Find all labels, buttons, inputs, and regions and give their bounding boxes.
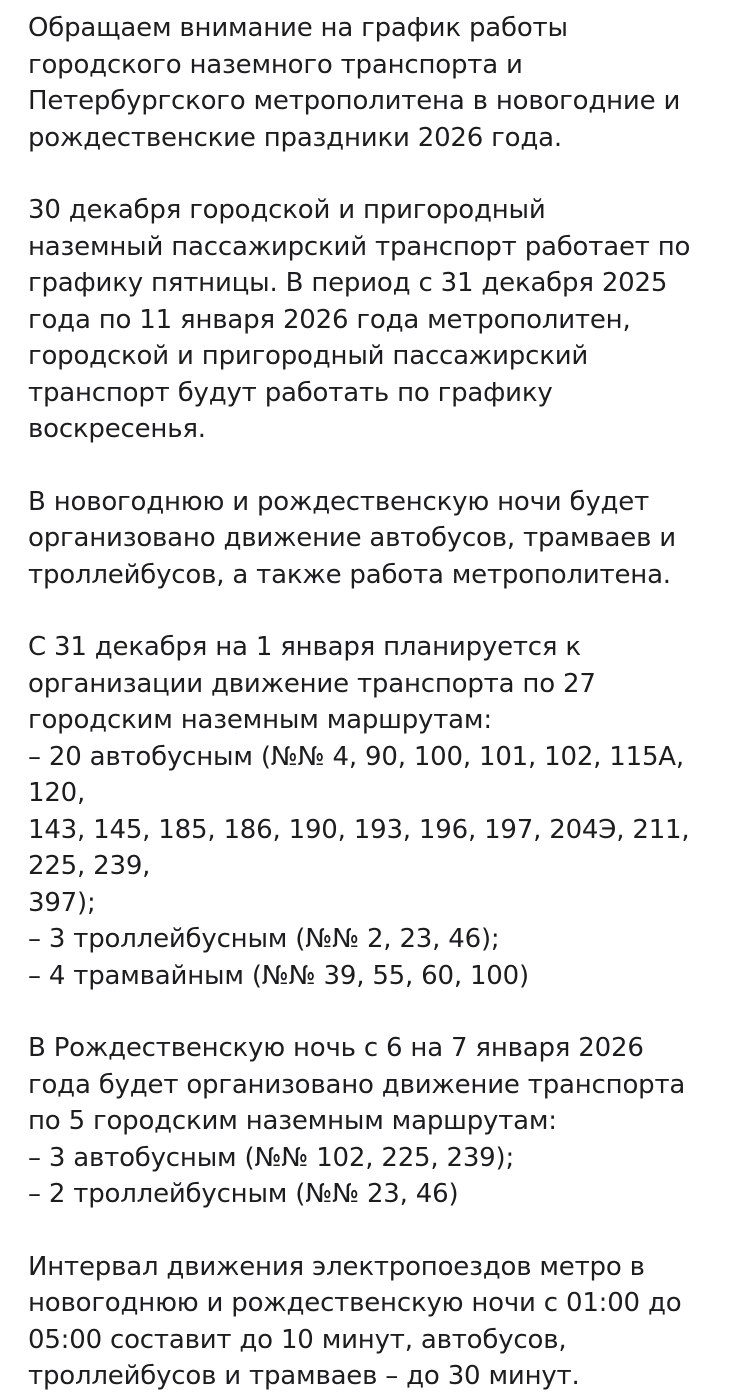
paragraph-intro: Обращаем внимание на график работы городского наземного транспорта и Петербургского метрополитена в новогодние и рождественские праздники 2026 года.	[28, 13, 681, 153]
paragraph-intervals: Интервал движения электропоездов метро в новогоднюю и рождественскую ночи с 01:00 до 05:00 составит до 10 минут, автобусов, троллейбусов и трамваев – до 30 минут.	[28, 1251, 682, 1391]
paragraph-schedule: 30 декабря городской и пригородный наземный пассажирский транспорт работает по графику пятницы. В период с 31 декабря 2025 года по 11 января 2026 года метрополитен, городской и пригородный пассажирский транспорт будут работать по графику воскресенья.	[28, 195, 691, 444]
paragraph-night-service: В новогоднюю и рождественскую ночи будет организовано движение автобусов, трамваев и троллейбусов, а также работа метрополитена.	[28, 486, 676, 590]
paragraph-christmas-routes: В Рождественскую ночь с 6 на 7 января 2026 года будет организовано движение транспорта по 5 городским наземным маршрутам: – 3 автобусным (№№ 102, 225, 239); – 2 троллейбусным (№№ 23, 46)	[28, 1033, 686, 1209]
paragraph-new-year-routes: С 31 декабря на 1 января планируется к организации движение транспорта по 27 городским наземным маршрутам: – 20 автобусным (№№ 4, 90, 100, 101, 102, 115А, 120, 143, 145, 185, 186, 190, 193, 196, 197, 204Э, 211, 225, 239, 397); – 3 троллейбусным (№№ 2, 23, 46); – 4 трамвайным (№№ 39, 55, 60, 100)	[28, 632, 690, 991]
